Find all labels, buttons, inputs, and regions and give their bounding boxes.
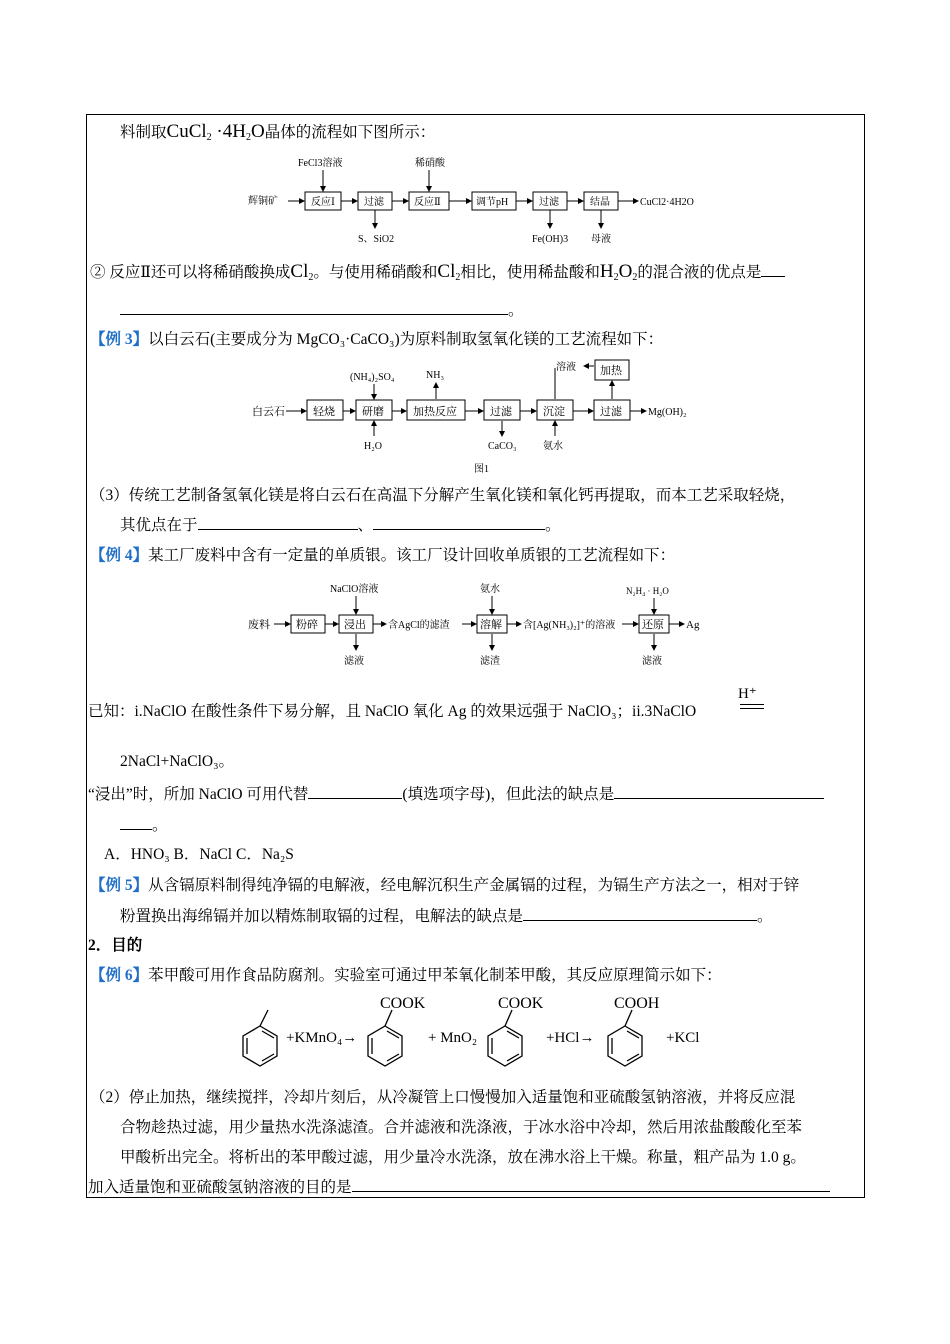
flow-label-heat: 加热 [600, 365, 622, 377]
ex3-question: （3）传统工艺制备氢氧化镁是将白云石在高温下分解产生氧化镁和氧化钙再提取，而本工艺采取轻烧， [90, 487, 796, 504]
ex3-flowchart [250, 356, 710, 478]
equals-line-1 [740, 704, 764, 705]
flow-label-cook2: COOK [498, 995, 544, 1012]
ex3-intro: 【例 3】以白云石(主要成分为 MgCO₃·CaCO₃)为原料制取氢氧化镁的工艺流程如下： [90, 331, 664, 348]
ex6-intro: 【例 6】苯甲酸可用作食品防腐剂。实验室可通过甲苯氧化制苯甲酸，其反应原理简示如下： [90, 967, 722, 984]
flow-raw: 辉铜矿 [248, 196, 278, 207]
flow-label-kmno4: +KMnO₄→ [286, 1030, 358, 1046]
flow-label-h2o: H₂O [364, 441, 382, 452]
section-2-heading: 2．目的 [88, 937, 143, 954]
ex2-answer-line: 。 [120, 300, 524, 321]
flow-label-agnh3: 含[Ag(NH₃)₂]⁺的溶液 [523, 620, 616, 631]
flow-label-naclo: NaClO溶液 [330, 584, 379, 595]
ex3-tag: 【例 3】 [90, 331, 149, 348]
flow-label-crush: 粉碎 [296, 619, 318, 631]
flow-label-agcl: 含AgCl的滤渣 [388, 620, 450, 631]
ex6-question: 加入适量饱和亚硫酸氢钠溶液的目的是 [88, 1177, 830, 1198]
flow-ph: 调节pH [476, 197, 509, 208]
ex6-paragraph-3: 甲酸析出完全。将析出的苯甲酸过滤，用少量冷水洗涤，放在沸水浴上干燥。称量，粗产品为 1.0 g。 [120, 1149, 806, 1166]
ex3-question-2: 其优点在于 、 。 [120, 517, 561, 534]
flow-product: CuCl2·4H2O [640, 197, 694, 208]
flow-hno3: 稀硝酸 [415, 158, 445, 169]
ex5-intro: 【例 5】从含镉原料制得纯净镉的电解液，经电解沉积生产金属镉的过程，为镉生产方法之一，相对于锌 [90, 877, 800, 894]
flow-label-cooh: COOH [614, 995, 660, 1012]
flow-label-mno2: + MnO₂ [428, 1030, 478, 1046]
ex6-paragraph-2: 合物趁热过滤，用少量热水洗涤滤渣。合并滤液和洗涤液，于冰水浴中冷却，然后用浓盐酸酸化至苯 [120, 1119, 803, 1136]
flow-cryst: 结晶 [590, 197, 610, 208]
ex2-question: ② 反应Ⅱ还可以将稀硝酸换成$Cl_2$。与使用稀硝酸和$Cl_2$相比，使用稀盐酸和$H_2O_2$的混合液的优点是 [90, 262, 785, 288]
ex6-reaction [240, 992, 720, 1076]
flow-label-raw: 废料 [248, 619, 270, 631]
flow-feoh3: Fe(OH)3 [532, 234, 569, 245]
flow-ssio2: S、SiO2 [358, 234, 395, 245]
flow-label-grind: 研磨 [362, 406, 384, 418]
flow-label-reduce: 还原 [642, 619, 664, 631]
flow-label-ammonia: 氨水 [480, 584, 500, 595]
ex6-paragraph-1: （2）停止加热，继续搅拌，冷却片刻后，从冷凝管上口慢慢加入适量饱和亚硫酸氢钠溶液，并将反应混 [90, 1089, 796, 1106]
flow-label-product: Mg(OH)₂ [648, 407, 687, 418]
flow-mother: 母液 [591, 234, 611, 245]
flow-f2: 过滤 [539, 197, 559, 208]
flow-label-raw: 白云石 [252, 406, 285, 418]
flow-label-n2h4: N₂H₄ · H₂O [626, 586, 669, 596]
equals-line-2 [740, 708, 764, 709]
ex5-tag: 【例 5】 [90, 877, 149, 894]
flow-label-filt1: 过滤 [490, 406, 512, 418]
ex3-caption: 图1 [474, 464, 489, 475]
flow-label-leach: 浸出 [344, 619, 366, 631]
ex4-intro: 【例 4】某工厂废料中含有一定量的单质银。该工厂设计回收单质银的工艺流程如下： [90, 547, 676, 564]
flow-label-hcl: +HCl→ [546, 1030, 595, 1046]
flow-label-caco3: CaCO₃ [488, 441, 517, 452]
flow-label-solution: 溶液 [556, 362, 576, 373]
ex4-condition: H⁺ [738, 686, 757, 702]
flow-fecl3: FeCl3溶液 [298, 158, 343, 169]
ex4-flowchart [242, 578, 712, 674]
flow-label-product: Ag [686, 619, 700, 631]
flow-label-res1: 滤液 [344, 656, 364, 667]
flow-r2: 反应Ⅱ [414, 197, 441, 208]
flow-label-res3: 滤液 [642, 656, 662, 667]
ex2-intro: 料制取CuCl$_2$ $\cdot 4H_2O$晶体的流程如下图所示： [120, 121, 436, 143]
flow-label-kcl: +KCl [666, 1030, 700, 1046]
ex4-known-2: 2NaCl+NaClO₃。 [120, 753, 235, 770]
ex5-question: 粉置换出海绵镉并加以精炼制取镉的过程，电解法的缺点是 。 [120, 908, 773, 925]
flow-label-cook1: COOK [380, 995, 426, 1012]
flow-label-filt2: 过滤 [600, 406, 622, 418]
ex4-tag: 【例 4】 [90, 547, 149, 564]
ex4-question-end: 。 [120, 815, 168, 836]
ex4-options: A．HNO₃ B．NaCl C．Na₂S [104, 846, 294, 863]
flow-label-precip: 沉淀 [543, 406, 565, 418]
ex4-known: 已知：i.NaClO 在酸性条件下易分解，且 NaClO 氧化 Ag 的效果远强于 NaClO₃；ii.3NaClO [88, 703, 697, 720]
flow-label-calcine: 轻烧 [313, 406, 335, 418]
flow-f1: 过滤 [364, 197, 384, 208]
flow-label-nh3: NH₃ [426, 370, 444, 381]
flow-label-heat-react: 加热反应 [413, 406, 457, 418]
flow-label-nh4so4: (NH₄)₂SO₄ [350, 372, 395, 383]
flow-label-res2: 滤渣 [480, 656, 500, 667]
ex2-flowchart [240, 150, 720, 250]
flow-label-dissolve: 溶解 [480, 619, 502, 631]
ex6-tag: 【例 6】 [90, 967, 149, 984]
ex4-question: “浸出”时，所加 NaClO 可用代替 (填选项字母)，但此法的缺点是 [88, 784, 824, 805]
flow-label-ammonia: 氨水 [543, 441, 563, 452]
flow-r1: 反应Ⅰ [311, 197, 335, 208]
